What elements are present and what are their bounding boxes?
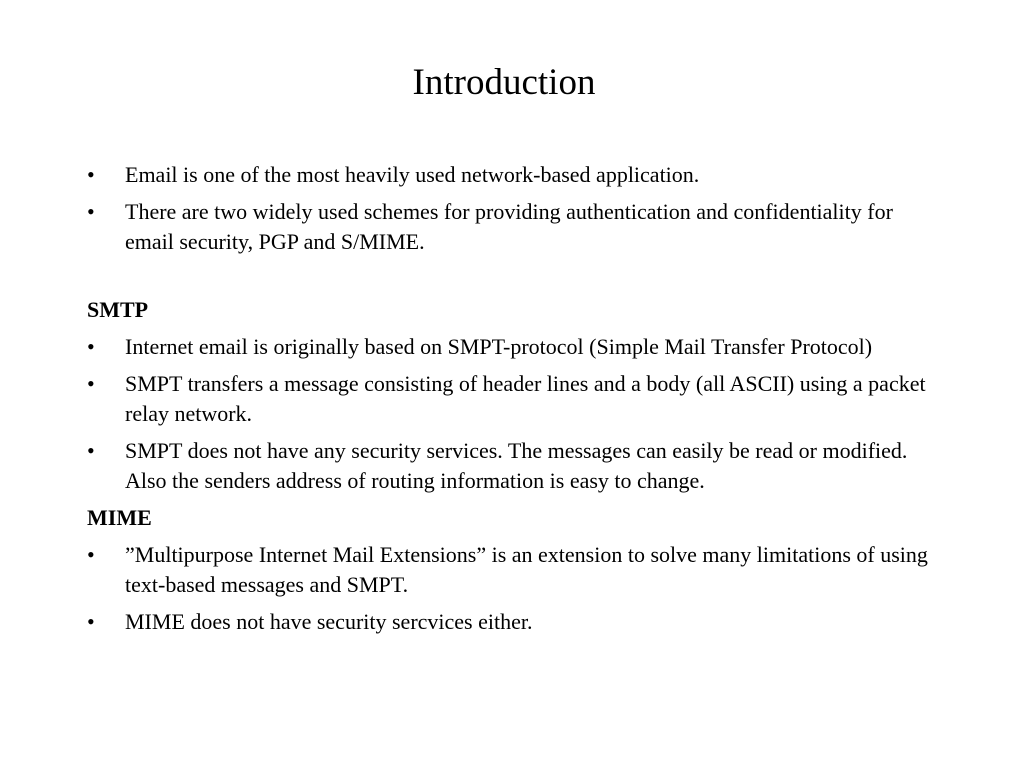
section-heading-smtp: SMTP [87,297,149,322]
bullet-item [87,197,947,257]
bullet-text: There are two widely used schemes for providing authentication and confidentiality for email security, PGP and S/MIME. [125,199,893,254]
bullet-item [87,436,947,496]
bullet-marker: • [87,371,95,396]
bullet-text: ”Multipurpose Internet Mail Extensions” is an extension to solve many limitations of using text-based messages and SMPT. [125,542,928,597]
bullet-item [87,369,947,429]
slide-title: Introduction [412,62,596,103]
section-heading-mime: MIME [87,505,152,530]
bullet-item [87,160,947,190]
bullet-item [87,607,947,637]
bullet-marker: • [87,162,95,187]
slide-content [87,160,947,644]
bullet-text: MIME does not have security sercvices either. [125,609,533,634]
bullet-marker: • [87,334,95,359]
bullet-text: Email is one of the most heavily used network-based application. [125,162,700,187]
spacer [87,264,947,295]
bullet-text: Internet email is originally based on SMPT-protocol (Simple Mail Transfer Protocol) [125,334,873,359]
bullet-text: SMPT transfers a message consisting of header lines and a body (all ASCII) using a packet relay network. [125,371,926,426]
bullet-item [87,540,947,600]
bullet-marker: • [87,199,95,224]
bullet-marker: • [87,609,95,634]
bullet-item [87,332,947,362]
bullet-text: SMPT does not have any security services. The messages can easily be read or modified. Also the senders address of routing information is easy to change. [125,438,908,493]
bullet-marker: • [87,438,95,463]
bullet-marker: • [87,542,95,567]
